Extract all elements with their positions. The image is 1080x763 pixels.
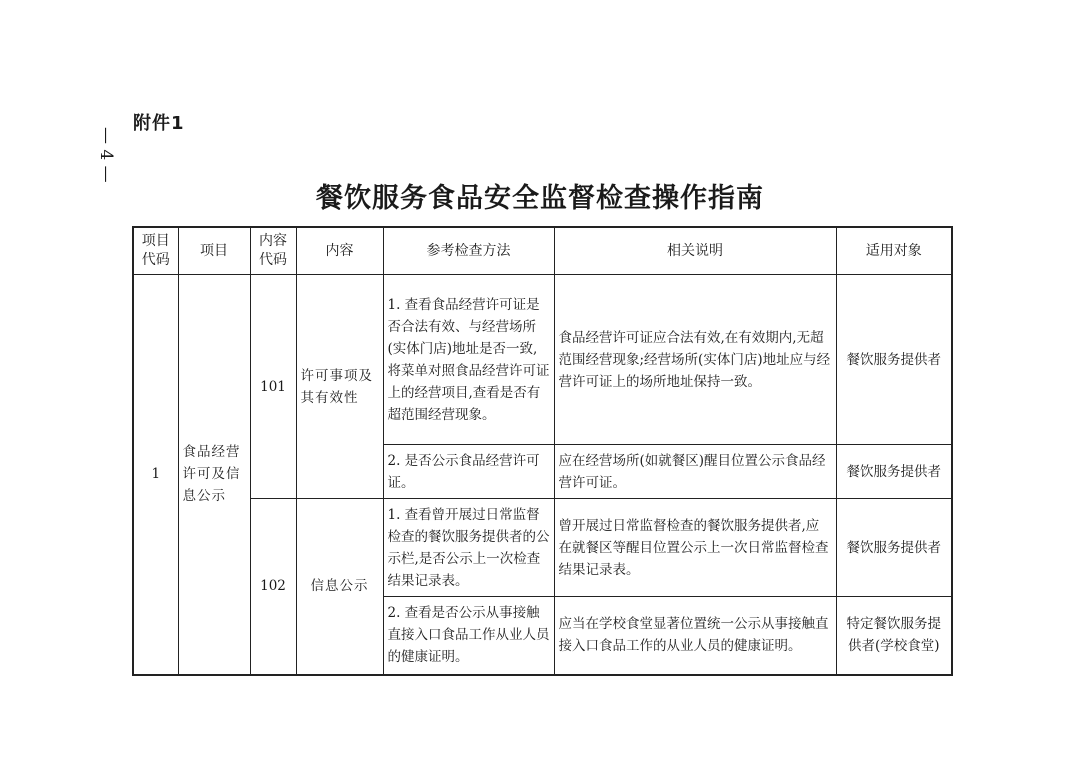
- content-code-cell: 101: [250, 275, 296, 499]
- target-cell: 餐饮服务提供者: [836, 445, 952, 499]
- column-header: 内容代码: [250, 227, 296, 275]
- method-cell: 1. 查看食品经营许可证是否合法有效、与经营场所(实体门店)地址是否一致,将菜单对照食品经营许可证上的经营项目,查看是否有超范围经营现象。: [383, 275, 554, 445]
- project-name-cell: 食品经营许可及信息公示: [178, 275, 250, 675]
- column-header: 内容: [296, 227, 383, 275]
- content-name-cell: 许可事项及其有效性: [296, 275, 383, 499]
- target-cell: 餐饮服务提供者: [836, 499, 952, 597]
- target-cell: 特定餐饮服务提供者(学校食堂): [836, 597, 952, 675]
- table-row: [133, 499, 952, 597]
- project-code-cell: 1: [133, 275, 178, 675]
- inspection-guide-table: [132, 226, 953, 676]
- content-code-cell: 102: [250, 499, 296, 675]
- page-number: — 4 —: [96, 127, 116, 183]
- method-cell: 2. 查看是否公示从事接触直接入口食品工作从业人员的健康证明。: [383, 597, 554, 675]
- note-cell: 曾开展过日常监督检查的餐饮服务提供者,应在就餐区等醒目位置公示上一次日常监督检查结果记录表。: [554, 499, 836, 597]
- document-title: 餐饮服务食品安全监督检查操作指南: [316, 183, 764, 214]
- note-cell: 应在经营场所(如就餐区)醒目位置公示食品经营许可证。: [554, 445, 836, 499]
- attachment-label: 附件1: [133, 113, 185, 134]
- column-header: 项目: [178, 227, 250, 275]
- table-header-row: [133, 227, 952, 275]
- column-header: 参考检查方法: [383, 227, 554, 275]
- content-name-cell: 信息公示: [296, 499, 383, 675]
- column-header: 项目代码: [133, 227, 178, 275]
- column-header: 适用对象: [836, 227, 952, 275]
- note-cell: 应当在学校食堂显著位置统一公示从事接触直接入口食品工作的从业人员的健康证明。: [554, 597, 836, 675]
- table-row: [133, 275, 952, 445]
- target-cell: 餐饮服务提供者: [836, 275, 952, 445]
- column-header: 相关说明: [554, 227, 836, 275]
- method-cell: 2. 是否公示食品经营许可证。: [383, 445, 554, 499]
- note-cell: 食品经营许可证应合法有效,在有效期内,无超范围经营现象;经营场所(实体门店)地址应与经营许可证上的场所地址保持一致。: [554, 275, 836, 445]
- method-cell: 1. 查看曾开展过日常监督检查的餐饮服务提供者的公示栏,是否公示上一次检查结果记录表。: [383, 499, 554, 597]
